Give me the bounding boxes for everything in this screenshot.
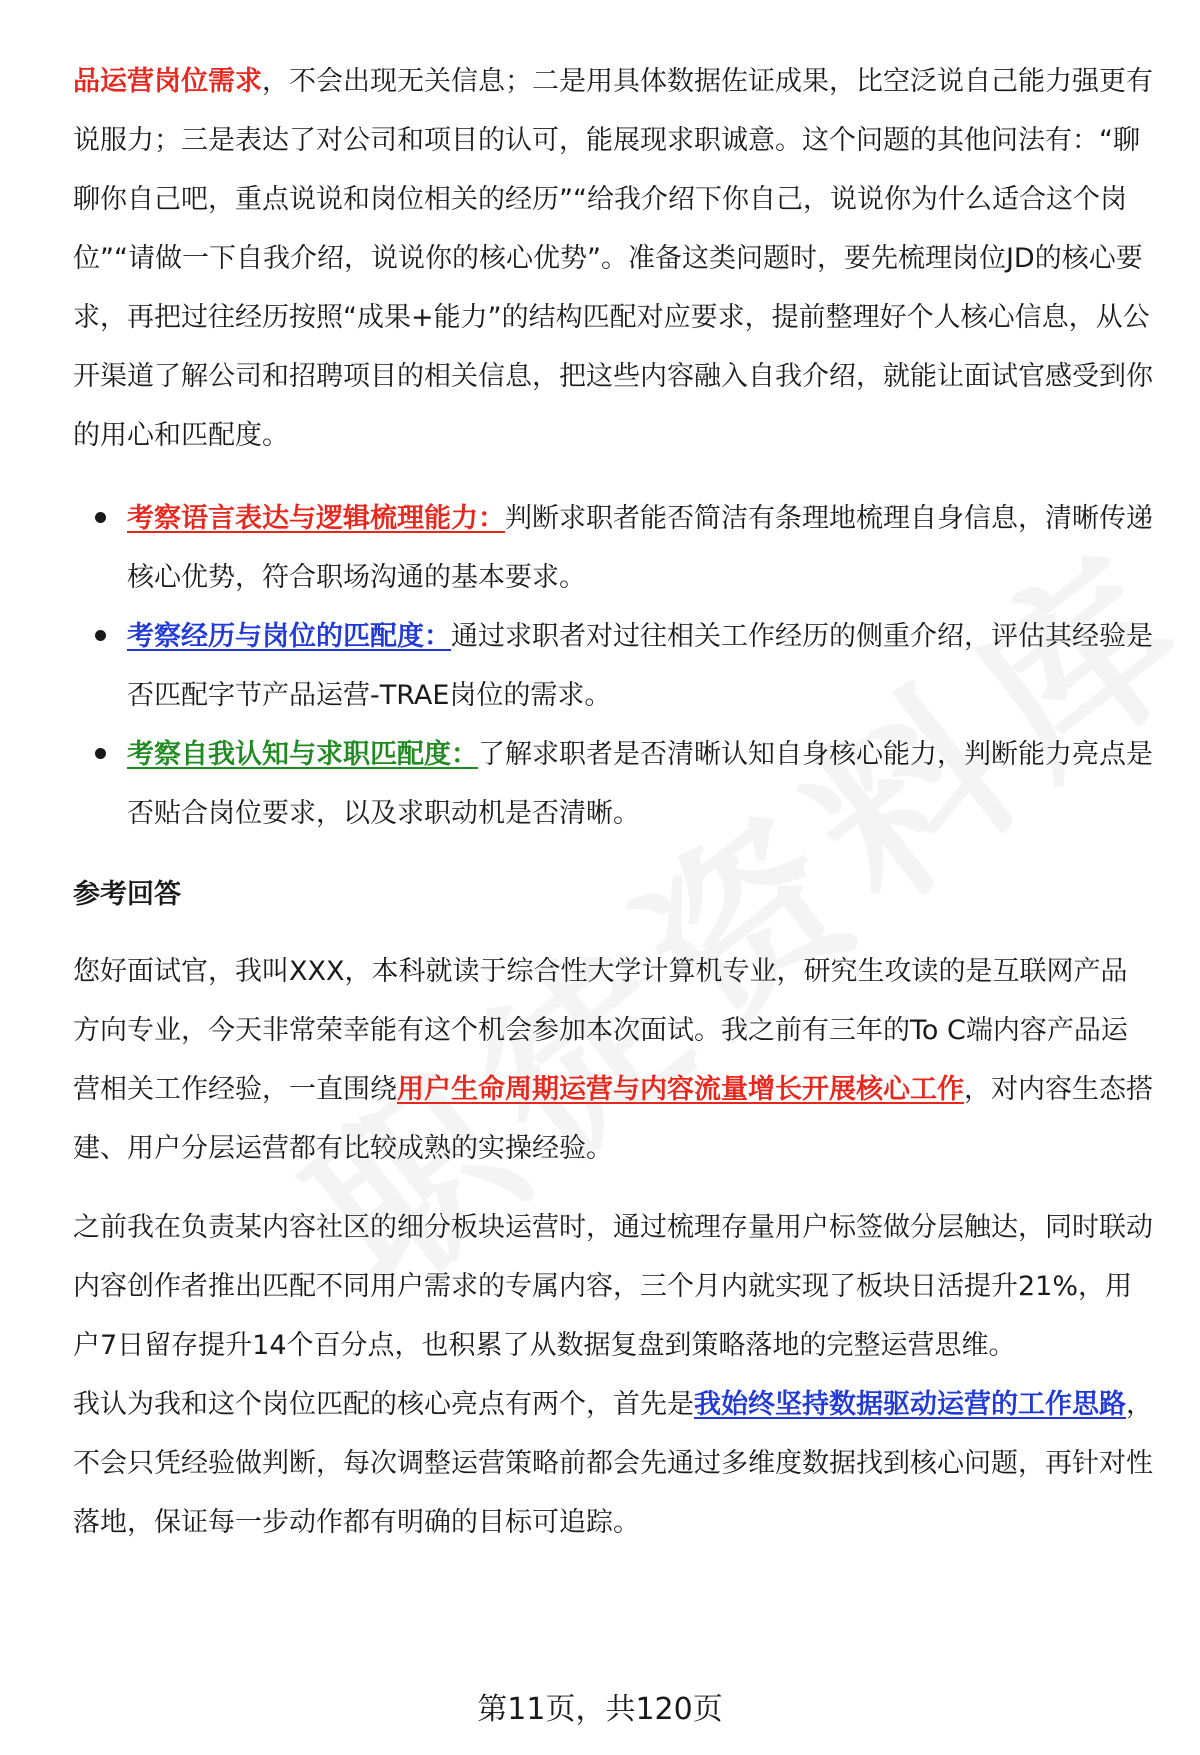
intro-highlight: 品运营岗位需求: [73, 66, 262, 97]
answer-highlight-blue: 我始终坚持数据驱动运营的工作思路: [694, 1389, 1126, 1420]
bullet-label-experience: 考察经历与岗位的匹配度：: [127, 621, 451, 652]
bullet-text: 通过求职者对过往相关工作经历的侧重介绍，评估其经验是否匹配字节产品运营-TRAE岗位的需求。: [127, 621, 1153, 711]
bullet-dot-icon: [95, 748, 106, 759]
assessment-list: [73, 489, 1153, 843]
answer-paragraph-2: 之前我在负责某内容社区的细分板块运营时，通过梳理存量用户标签做分层触达，同时联动内容创作者推出匹配不同用户需求的专属内容，三个月内就实现了板块日活提升21%，用户7日留存提升14个百分点，也积累了从数据复盘到策略落地的完整运营思维。: [73, 1212, 1153, 1361]
answer-text: 我认为我和这个岗位匹配的核心亮点有两个，首先是: [73, 1389, 694, 1420]
intro-text: ，不会出现无关信息；二是用具体数据佐证成果，比空泛说自己能力强更有说服力；三是表达了对公司和项目的认可，能展现求职诚意。这个问题的其他问法有：“聊聊你自己吧，重点说说和岗位相关的经历”“给我介绍下你自己，说说你为什么适合这个岗位”“请做一下自我介绍，说说你的核心优势”。准备这类问题时，要先梳理岗位JD的核心要求，再把过往经历按照“成果+能力”的结构匹配对应要求，提前整理好个人核心信息，从公开渠道了解公司和招聘项目的相关信息，把这些内容融入自我介绍，就能让面试官感受到你的用心和匹配度。: [73, 66, 1153, 451]
answer-text: 您好面试官，我叫XXX，本科就读于综合性大学计算机专业，研究生攻读的是互联网产品方向专业，今天非常荣幸能有这个机会参加本次面试。我之前有三年的To C端内容产品运营相关工作经验，一直围绕: [73, 956, 1128, 1105]
intro-paragraph: [73, 52, 1153, 465]
page-number: 第11页，共120页: [477, 1692, 723, 1727]
answer-paragraph-3: [73, 1375, 1153, 1552]
bullet-text: 判断求职者能否简洁有条理地梳理自身信息，清晰传递核心优势，符合职场沟通的基本要求。: [127, 503, 1153, 593]
section-title: 参考回答: [73, 879, 181, 910]
list-item: [73, 489, 1153, 607]
bullet-dot-icon: [95, 512, 106, 523]
answer-text: ，不会只凭经验做判断，每次调整运营策略前都会先通过多维度数据找到核心问题，再针对性落地，保证每一步动作都有明确的目标可追踪。: [73, 1389, 1153, 1538]
answer-paragraph-1: [73, 942, 1153, 1178]
bullet-label-self-awareness: 考察自我认知与求职匹配度：: [127, 739, 478, 770]
list-item: [73, 725, 1153, 843]
list-item: [73, 607, 1153, 725]
answer-text: ，对内容生态搭建、用户分层运营都有比较成熟的实操经验。: [73, 1074, 1153, 1164]
answer-highlight-red: 用户生命周期运营与内容流量增长开展核心工作: [397, 1074, 964, 1105]
bullet-text: 了解求职者是否清晰认知自身核心能力，判断能力亮点是否贴合岗位要求，以及求职动机是否清晰。: [127, 739, 1153, 829]
bullet-dot-icon: [95, 630, 106, 641]
bullet-label-language: 考察语言表达与逻辑梳理能力：: [127, 503, 505, 534]
page-content: [73, 52, 1153, 1552]
